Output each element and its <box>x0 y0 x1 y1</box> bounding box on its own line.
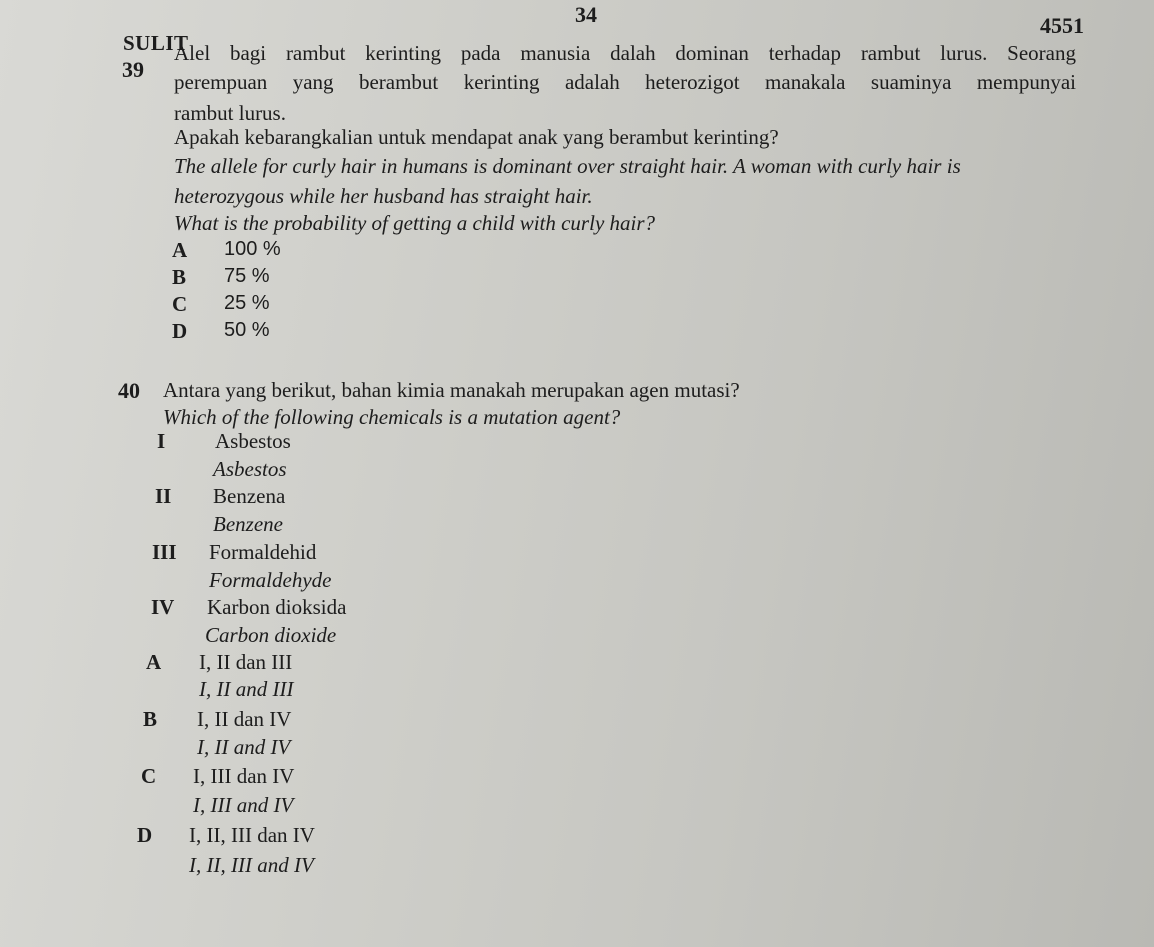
option-letter-a: A <box>172 238 188 262</box>
option-a[interactable]: I, II dan III <box>199 650 293 674</box>
question-text-english-line-1: The allele for curly hair in humans is dominant over straight hair. A woman with curly hair is <box>174 154 961 178</box>
option-c-english: I, III and IV <box>193 793 294 817</box>
item-english-3: Formaldehyde <box>209 568 332 592</box>
item-numeral-2: II <box>155 484 172 508</box>
item-numeral-1: I <box>157 429 166 453</box>
option-d-english: I, II, III and IV <box>189 853 314 877</box>
question-text-malay-line-3: rambut lurus. <box>174 101 286 125</box>
paper-code: 4551 <box>1040 13 1084 38</box>
option-letter-b: B <box>172 265 187 289</box>
item-english-1: Asbestos <box>213 457 287 481</box>
option-letter-c: C <box>172 292 188 316</box>
item-numeral-4: IV <box>151 595 175 619</box>
option-b-english: I, II and IV <box>197 735 291 759</box>
question-number: 40 <box>118 378 140 403</box>
option-b[interactable]: I, II dan IV <box>197 707 292 731</box>
option-c[interactable]: I, III dan IV <box>193 764 295 788</box>
option-letter-d: D <box>137 823 153 847</box>
question-number: 39 <box>122 57 144 82</box>
question-text-malay-line-1: Alel bagi rambut kerinting pada manusia dalah dominan terhadap rambut lurus. Seorang <box>174 41 1076 65</box>
option-b[interactable]: 75 % <box>224 265 270 287</box>
option-a-english: I, II and III <box>199 677 294 701</box>
item-english-4: Carbon dioxide <box>205 623 337 647</box>
option-a[interactable]: 100 % <box>224 238 281 260</box>
question-text-english-line-2: heterozygous while her husband has straight hair. <box>174 184 593 208</box>
option-c[interactable]: 25 % <box>224 292 270 314</box>
question-text-malay-line-4: Apakah kebarangkalian untuk mendapat anak yang berambut kerinting? <box>174 125 779 149</box>
option-letter-c: C <box>141 764 157 788</box>
item-malay-4: Karbon dioksida <box>207 595 347 619</box>
option-letter-d: D <box>172 319 188 343</box>
classification-label: SULIT <box>123 31 189 55</box>
question-text-english: Which of the following chemicals is a mutation agent? <box>163 405 621 429</box>
item-numeral-3: III <box>152 540 177 564</box>
item-english-2: Benzene <box>213 512 283 536</box>
item-malay-3: Formaldehid <box>209 540 317 564</box>
question-text-malay-line-2: perempuan yang berambut kerinting adalah heterozigot manakala suaminya mempunyai <box>174 70 1076 94</box>
question-text-english-line-3: What is the probability of getting a child with curly hair? <box>174 211 656 235</box>
option-letter-b: B <box>143 707 158 731</box>
page-number: 34 <box>575 2 597 27</box>
option-d[interactable]: I, II, III dan IV <box>189 823 315 847</box>
option-letter-a: A <box>146 650 162 674</box>
question-text-malay: Antara yang berikut, bahan kimia manakah merupakan agen mutasi? <box>163 378 740 402</box>
item-malay-1: Asbestos <box>215 429 291 453</box>
item-malay-2: Benzena <box>213 484 286 508</box>
option-d[interactable]: 50 % <box>224 319 270 341</box>
